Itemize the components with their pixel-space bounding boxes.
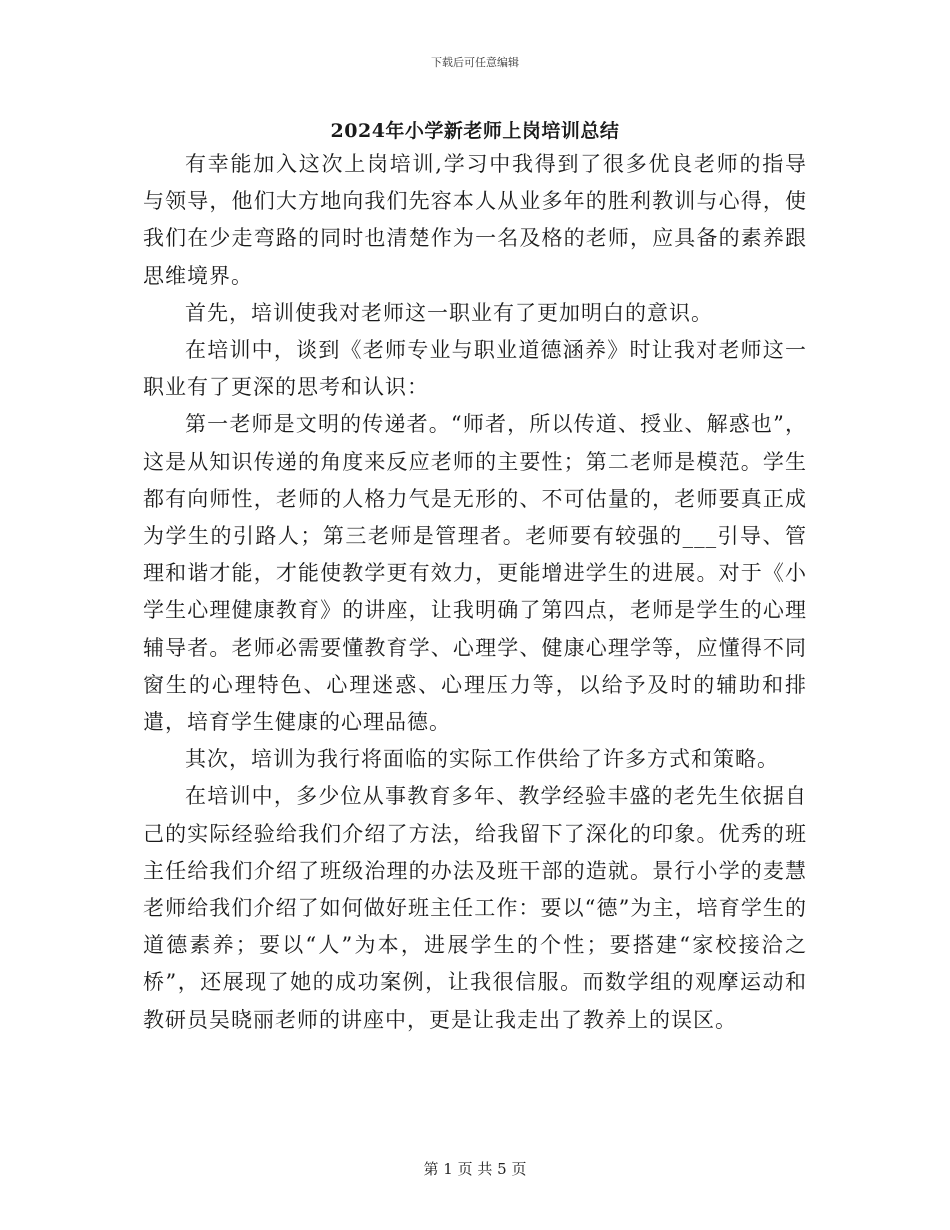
- paragraph: 在培训中，谈到《老师专业与职业道德涵养》时让我对老师这一职业有了更深的思考和认识：: [143, 338, 807, 400]
- paragraph: 其次，培训为我行将面临的实际工作供给了许多方式和策略。: [185, 747, 779, 772]
- header-note: 下载后可任意编辑: [431, 56, 519, 69]
- paragraph: 第一老师是文明的传递者。“师者，所以传道、授业、解惑也”，这是从知识传递的角度来反应老师的主要性；第二老师是模范。学生都有向师性，老师的人格力气是无形的、不可估量的，老师要真正成为学生的引路人；第三老师是管理者。老师要有较强的___引导、管理和谐才能，才能使教学更有效力，更能增进学生的进展。对于《小学生心理健康教育》的讲座，让我明确了第四点，老师是学生的心理辅导者。老师必需要懂教育学、心理学、健康心理学等，应懂得不同窗生的心理特色、心理迷惑、心理压力等，以给予及时的辅助和排遣，培育学生健康的心理品德。: [143, 412, 807, 735]
- document-title: 2024年小学新老师上岗培训总结: [330, 120, 620, 142]
- paragraph: 有幸能加入这次上岗培训,学习中我得到了很多优良老师的指导与领导，他们大方地向我们先容本人从业多年的胜利教训与心得，使我们在少走弯路的同时也清楚作为一名及格的老师，应具备的素养跟思维境界。: [143, 152, 807, 288]
- paragraph: 首先，培训使我对老师这一职业有了更加明白的意识。: [185, 300, 713, 325]
- paragraph: 在培训中，多少位从事教育多年、教学经验丰盛的老先生依据自己的实际经验给我们介绍了方法，给我留下了深化的印象。优秀的班主任给我们介绍了班级治理的办法及班干部的造就。景行小学的麦慧老师给我们介绍了如何做好班主任工作：要以“德”为主，培育学生的道德素养；要以“人”为本，进展学生的个性；要搭建“家校接洽之桥”，还展现了她的成功案例，让我很信服。而数学组的观摩运动和教研员吴晓丽老师的讲座中，更是让我走出了教养上的误区。: [143, 784, 807, 1032]
- document-body: [143, 146, 807, 1039]
- page-number: 第 1 页 共 5 页: [423, 1160, 527, 1178]
